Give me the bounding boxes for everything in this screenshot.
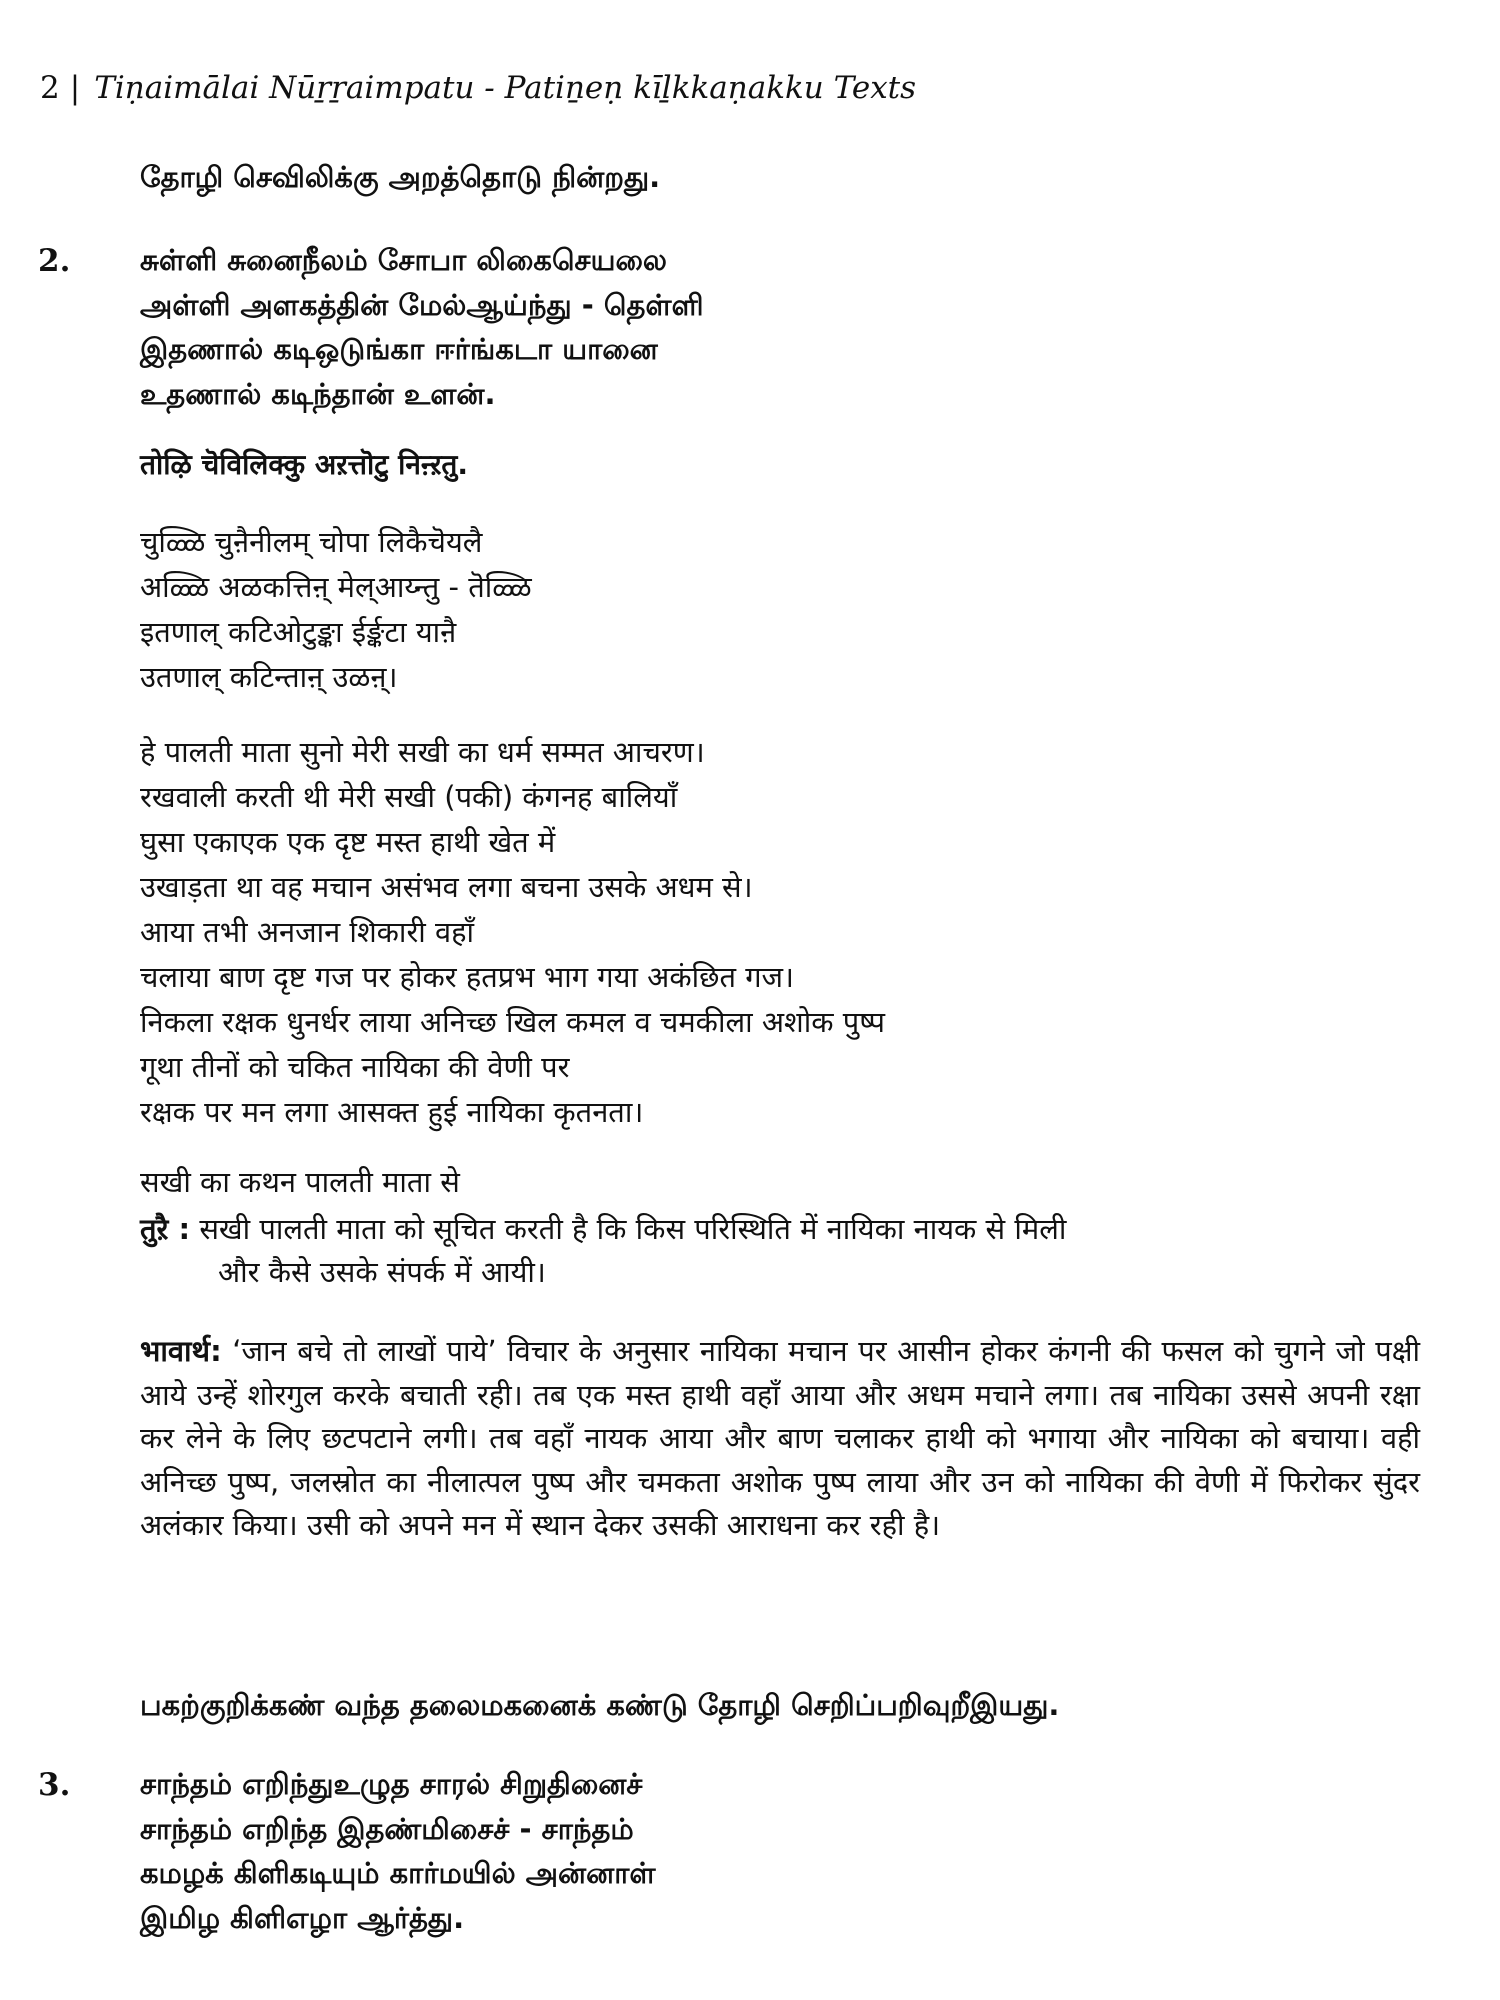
verse-line: चलाया बाण दृष्ट गज पर होकर हतप्रभ भाग गया अकंछित गज। (140, 960, 795, 994)
page-number: 2 (40, 70, 60, 106)
header-separator: | (69, 70, 81, 106)
verse-line: இமிழ கிளிஎழா ஆர்த்து. (140, 1900, 465, 1935)
verse-line: சாந்தம் எறிந்துஉழுத சாரல் சிறுதினைச் (140, 1767, 643, 1801)
turai-label: तुऱै : (140, 1212, 191, 1246)
turai-text-line2: और कैसे उसके संपर्क में आयी। (218, 1255, 546, 1289)
bhavarth-label: भावार्थ: (140, 1334, 222, 1368)
bhavarth-text: ‘जान बचे तो लाखों पाये’ विचार के अनुसार नायिका मचान पर आसीन होकर कंगनी की फसल को चुगने जो पक्षी आये उन्हें शोरगुल करके बचाती रही। तब एक मस्त हाथी वहाँ आया और अधम मचाने लगा। तब नायिका उससे अपनी रक्षा कर लेने के लिए छटपटाने लगी। तब वहाँ नायक आया और बाण चलाकर हाथी को भगाया और नायिका को बचाया। वही अनिच्छ पुष्प, जलस्रोत का नीलात्पल पुष्प और चमकता अशोक पुष्प लाया और उन को नायिका की वेणी में फिरोकर सुंदर अलंकार किया। उसी को अपने मन में स्थान देकर उसकी आराधना कर रही है। (140, 1334, 1421, 1542)
running-title: Tiṇaimālai Nūṟṟaimpatu - Patiṉeṇ kīḻkkaṇakku Texts (94, 70, 917, 106)
turai-text-line1: सखी पालती माता को सूचित करती है कि किस परिस्थिति में नायिका नायक से मिली (199, 1212, 1067, 1246)
verse-line: निकला रक्षक धुनर्धर लाया अनिच्छ खिल कमल व चमकीला अशोक पुष्प (140, 1005, 886, 1039)
verse-3-number: 3. (38, 1767, 71, 1803)
verse-line: இதணால் கடிஒடுங்கா ஈர்ங்கடா யானை (140, 332, 658, 366)
transliterated-verse (140, 520, 1420, 700)
verse-2-tamil (140, 238, 1420, 416)
page-header (40, 70, 916, 106)
verse-line: घुसा एकाएक एक दृष्ट मस्त हाथी खेत में (140, 825, 556, 859)
verse-line: உதணால் கடிந்தான் உளன். (140, 376, 496, 411)
verse-line: हे पालती माता सुनो मेरी सखी का धर्म सम्मत आचरण। (140, 735, 705, 769)
turai-note (140, 1208, 1420, 1294)
verse-line: अळ्ळि अळकत्तिऩ् मेल्आय्न्तु - तॆळ्ळि (140, 570, 532, 604)
verse-line: चुळ्ळि चुऩैनीलम् चोपा लिकैचॆयलै (140, 525, 483, 559)
intro-heading: தோழி செவிலிக்கு அறத்தொடு நின்றது. (140, 160, 661, 194)
verse-line: इतणाल् कटिओटुङ्का ईर्ङ्कटा याऩै (140, 615, 457, 649)
verse-line: சுள்ளி சுனைநீலம் சோபா லிகைசெயலை (140, 243, 667, 277)
hindi-verse-translation (140, 730, 1420, 1135)
verse-line: रखवाली करती थी मेरी सखी (पकी) कंगनह बालियाँ (140, 780, 678, 814)
verse-line: அள்ளி அளகத்தின் மேல்ஆய்ந்து - தெள்ளி (140, 287, 704, 322)
speaker-line: सखी का कथन पालती माता से (140, 1165, 460, 1199)
transliterated-heading: तोऴि चॆविलिक्कु अऱत्तॊटु निऩ्ऱतु. (140, 448, 469, 481)
verse-3-heading: பகற்குறிக்கண் வந்த தலைமகனைக் கண்டு தோழி செறிப்பறிவுறீஇயது. (140, 1688, 1060, 1722)
verse-3-tamil (140, 1762, 1420, 1940)
verse-line: उखाड़ता था वह मचान असंभव लगा बचना उसके अधम से। (140, 870, 753, 904)
bhavarth-paragraph (140, 1330, 1420, 1548)
verse-line: रक्षक पर मन लगा आसक्त हुई नायिका कृतनता। (140, 1095, 644, 1129)
verse-line: சாந்தம் எறிந்த இதண்மிசைச் - சாந்தம் (140, 1811, 634, 1846)
verse-line: आया तभी अनजान शिकारी वहाँ (140, 915, 475, 949)
verse-line: गूथा तीनों को चकित नायिका की वेणी पर (140, 1050, 570, 1084)
verse-2-number: 2. (38, 243, 71, 279)
verse-line: उतणाल् कटिन्ताऩ् उळऩ्। (140, 660, 398, 694)
verse-line: கமழக் கிளிகடியும் கார்மயில் அன்னாள் (140, 1856, 656, 1890)
